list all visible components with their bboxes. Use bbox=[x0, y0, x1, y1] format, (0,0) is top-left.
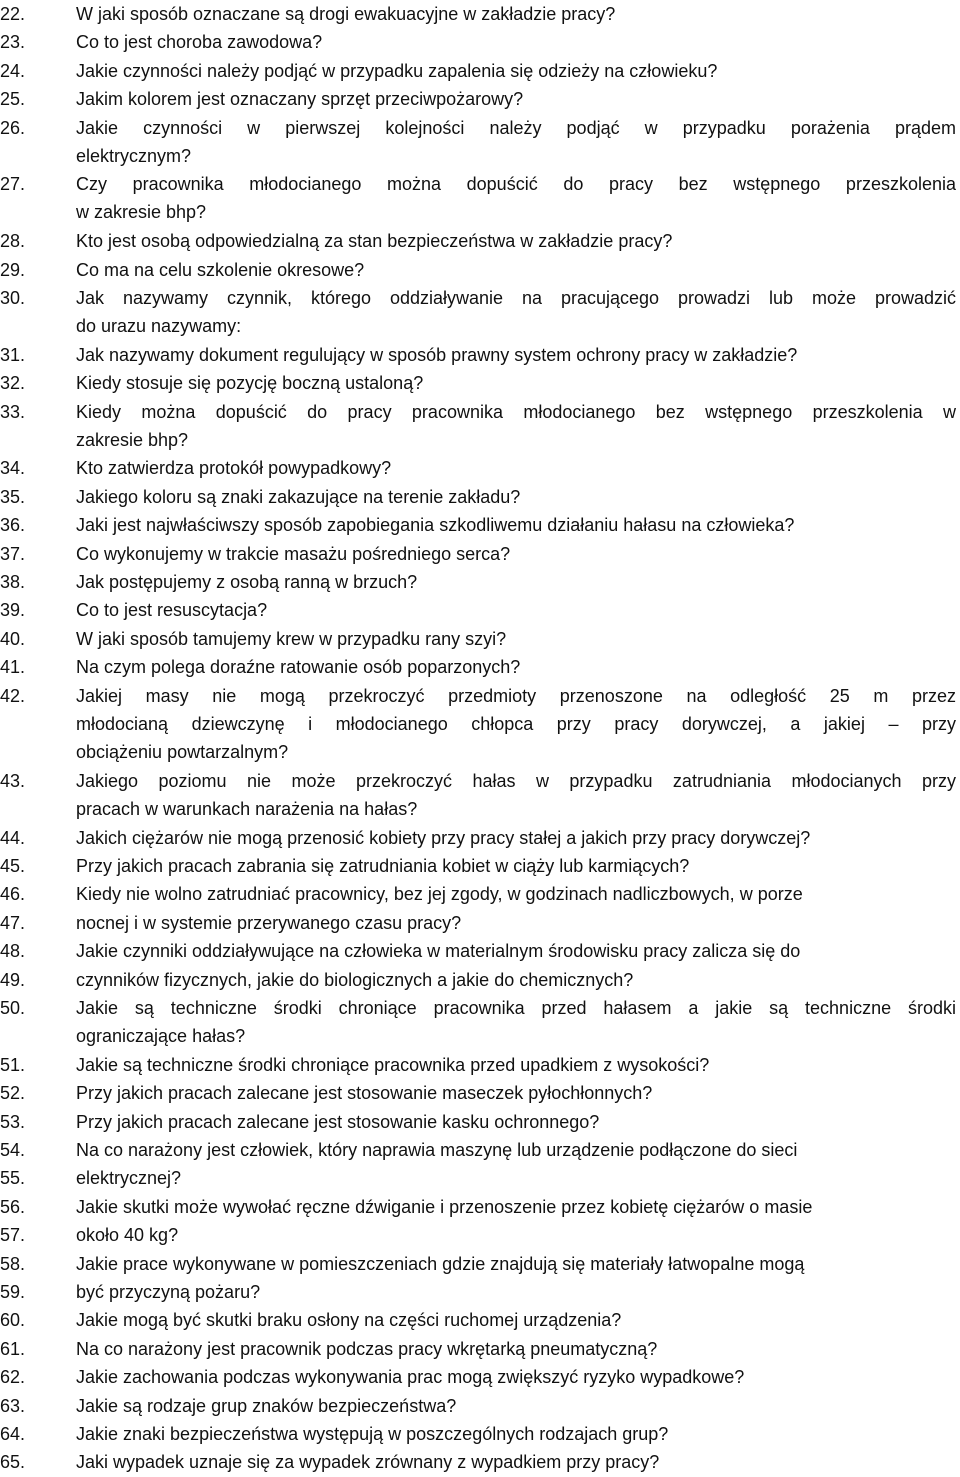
question-number: 47. bbox=[0, 912, 26, 933]
question-text-line: Przy jakich pracach zabrania się zatrudniania kobiet w ciąży lub karmiących? bbox=[76, 856, 690, 876]
question-text bbox=[76, 483, 956, 511]
question-item bbox=[0, 284, 960, 341]
question-text-line: Jak postępujemy z osobą ranną w brzuch? bbox=[76, 572, 418, 592]
question-text bbox=[76, 1306, 956, 1334]
question-number: 56. bbox=[0, 1196, 26, 1217]
question-text bbox=[76, 1420, 956, 1448]
question-item bbox=[0, 511, 960, 539]
question-item bbox=[0, 1448, 960, 1476]
question-text bbox=[76, 85, 956, 113]
question-text bbox=[76, 1051, 956, 1079]
question-item bbox=[0, 57, 960, 85]
question-text bbox=[76, 284, 956, 340]
question-text-line: Jakie czynności należy podjąć w przypadku zapalenia się odzieży na człowieku? bbox=[76, 60, 718, 81]
question-text bbox=[76, 966, 956, 994]
question-item bbox=[0, 653, 960, 681]
question-item bbox=[0, 1420, 960, 1448]
question-text-line: Jakie zachowania podczas wykonywania prac mogą zwiększyć ryzyko wypadkowe? bbox=[76, 1367, 745, 1388]
question-text-line: Czy pracownika młodocianego można dopuścić do pracy bez wstępnego przeszkolenia bbox=[76, 174, 956, 195]
question-item bbox=[0, 625, 960, 653]
question-item bbox=[0, 540, 960, 568]
question-number: 41. bbox=[0, 657, 26, 678]
question-text-line: Jakie znaki bezpieczeństwa występują w poszczególnych rodzajach grup? bbox=[76, 1424, 669, 1444]
question-item bbox=[0, 852, 960, 880]
question-text-line: Kiedy nie wolno zatrudniać pracownicy, bez jej zgody, w godzinach nadliczbowych, w porze bbox=[76, 884, 803, 905]
question-number: 63. bbox=[0, 1395, 26, 1416]
question-text bbox=[76, 909, 956, 937]
question-number: 60. bbox=[0, 1310, 26, 1331]
question-text-line: Przy jakich pracach zalecane jest stosowanie maseczek pyłochłonnych? bbox=[76, 1083, 653, 1104]
question-number: 26. bbox=[0, 117, 26, 138]
question-text-line: Co wykonujemy w trakcie masażu pośredniego serca? bbox=[76, 543, 511, 564]
question-text-line: elektrycznym? bbox=[76, 145, 192, 166]
question-item bbox=[0, 341, 960, 369]
question-text bbox=[76, 653, 956, 681]
question-text bbox=[76, 1193, 956, 1221]
question-number: 32. bbox=[0, 373, 26, 394]
question-text-line: Przy jakich pracach zalecane jest stosowanie kasku ochronnego? bbox=[76, 1111, 600, 1132]
question-text-line: Jakie prace wykonywane w pomieszczeniach gdzie znajdują się materiały łatwopalne mogą bbox=[76, 1253, 805, 1274]
question-text bbox=[76, 1278, 956, 1306]
question-number: 38. bbox=[0, 572, 26, 592]
question-text bbox=[76, 1392, 956, 1420]
question-text-line: Jaki jest najwłaściwszy sposób zapobiegania szkodliwemu działaniu hałasu na człowieka? bbox=[76, 515, 795, 536]
question-text-line: być przyczyną pożaru? bbox=[76, 1282, 261, 1302]
question-text-line: Jakim kolorem jest oznaczany sprzęt przeciwpożarowy? bbox=[76, 89, 524, 110]
question-item bbox=[0, 909, 960, 937]
question-text-line: Jakie mogą być skutki braku osłony na części ruchomej urządzenia? bbox=[76, 1310, 622, 1331]
question-text-line: zakresie bhp? bbox=[76, 429, 189, 450]
question-text bbox=[76, 369, 956, 397]
question-text-line: Kto zatwierdza protokół powypadkowy? bbox=[76, 458, 392, 479]
question-text-line: Jakie czynniki oddziaływujące na człowieka w materialnym środowisku pracy zalicza się do bbox=[76, 941, 801, 962]
question-text bbox=[76, 596, 956, 624]
question-text bbox=[76, 1136, 956, 1164]
question-item bbox=[0, 85, 960, 113]
question-number: 45. bbox=[0, 856, 26, 876]
question-text bbox=[76, 341, 956, 369]
question-number: 37. bbox=[0, 543, 26, 564]
question-number: 28. bbox=[0, 231, 26, 252]
question-item bbox=[0, 596, 960, 624]
question-text-line: Jakie skutki może wywołać ręczne dźwiganie i przenoszenie przez kobietę ciężarów o masie bbox=[76, 1196, 813, 1217]
question-item bbox=[0, 1306, 960, 1334]
question-number: 52. bbox=[0, 1083, 26, 1104]
question-item bbox=[0, 1250, 960, 1278]
question-text bbox=[76, 625, 956, 653]
question-item bbox=[0, 369, 960, 397]
question-number: 58. bbox=[0, 1253, 26, 1274]
question-number: 50. bbox=[0, 998, 26, 1018]
question-number: 33. bbox=[0, 401, 26, 422]
question-text-line: Jakiego poziomu nie może przekroczyć hałas w przypadku zatrudniania młodocianych przy bbox=[76, 770, 956, 791]
question-text-line: Jak nazywamy dokument regulujący w sposób prawny system ochrony pracy w zakładzie? bbox=[76, 344, 798, 365]
question-text bbox=[76, 852, 956, 880]
question-text-line: Jakich ciężarów nie mogą przenosić kobiety przy pracy stałej a jakich przy pracy dorywczej? bbox=[76, 827, 811, 848]
question-text bbox=[76, 1448, 956, 1476]
question-item bbox=[0, 1108, 960, 1136]
question-text-line: Kto jest osobą odpowiedzialną za stan bezpieczeństwa w zakładzie pracy? bbox=[76, 231, 673, 252]
question-item bbox=[0, 256, 960, 284]
question-item bbox=[0, 568, 960, 596]
question-item bbox=[0, 1392, 960, 1420]
question-number: 39. bbox=[0, 600, 26, 621]
question-number: 27. bbox=[0, 174, 26, 195]
question-text-line: Jakiej masy nie mogą przekroczyć przedmioty przenoszone na odległość 25 m przez bbox=[76, 685, 956, 706]
question-text-line: młodocianą dziewczynę i młodocianego chłopca przy pracy dorywczej, a jakiej – przy bbox=[76, 713, 956, 734]
question-text-line: Jaki wypadek uznaje się za wypadek zrównany z wypadkiem przy pracy? bbox=[76, 1452, 660, 1473]
question-number: 44. bbox=[0, 827, 26, 848]
question-text bbox=[76, 880, 956, 908]
question-number: 29. bbox=[0, 259, 26, 280]
question-text bbox=[76, 1250, 956, 1278]
question-number: 31. bbox=[0, 344, 26, 365]
question-text-line: Jakie są techniczne środki chroniące pracownika przed hałasem a jakie są techniczne środki bbox=[76, 998, 956, 1018]
question-text-line: Jakiego koloru są znaki zakazujące na terenie zakładu? bbox=[76, 486, 521, 507]
question-text bbox=[76, 994, 956, 1050]
question-item bbox=[0, 1079, 960, 1107]
question-text bbox=[76, 1363, 956, 1391]
question-number: 62. bbox=[0, 1367, 26, 1388]
question-number: 34. bbox=[0, 458, 26, 479]
question-number: 59. bbox=[0, 1282, 26, 1302]
question-number: 35. bbox=[0, 486, 26, 507]
question-number: 46. bbox=[0, 884, 26, 905]
question-text-line: Jakie czynności w pierwszej kolejności należy podjąć w przypadku porażenia prądem bbox=[76, 117, 956, 138]
question-text bbox=[76, 227, 956, 255]
question-text bbox=[76, 1108, 956, 1136]
question-item bbox=[0, 227, 960, 255]
question-text bbox=[76, 170, 956, 226]
question-item bbox=[0, 966, 960, 994]
question-item bbox=[0, 398, 960, 455]
question-number: 22. bbox=[0, 4, 26, 24]
question-item bbox=[0, 1164, 960, 1192]
question-item bbox=[0, 1278, 960, 1306]
question-text bbox=[76, 28, 956, 56]
question-item bbox=[0, 1221, 960, 1249]
question-text-line: ograniczające hałas? bbox=[76, 1026, 246, 1046]
question-text bbox=[76, 824, 956, 852]
question-number: 23. bbox=[0, 32, 26, 53]
question-text-line: Co to jest choroba zawodowa? bbox=[76, 32, 323, 53]
question-number: 42. bbox=[0, 685, 26, 706]
question-text bbox=[76, 568, 956, 596]
question-item bbox=[0, 994, 960, 1051]
question-item bbox=[0, 1193, 960, 1221]
question-number: 24. bbox=[0, 60, 26, 81]
question-number: 65. bbox=[0, 1452, 26, 1473]
question-text bbox=[76, 0, 956, 28]
question-number: 61. bbox=[0, 1338, 26, 1359]
question-text bbox=[76, 682, 956, 766]
question-text-line: około 40 kg? bbox=[76, 1225, 179, 1246]
question-text-line: w zakresie bhp? bbox=[76, 202, 207, 223]
question-number: 57. bbox=[0, 1225, 26, 1246]
question-item bbox=[0, 1335, 960, 1363]
question-text-line: elektrycznej? bbox=[76, 1168, 182, 1189]
question-text-line: Jak nazywamy czynnik, którego oddziaływanie na pracującego prowadzi lub może prowadzić bbox=[76, 288, 956, 308]
question-number: 51. bbox=[0, 1054, 26, 1075]
question-text bbox=[76, 454, 956, 482]
question-text bbox=[76, 256, 956, 284]
question-number: 43. bbox=[0, 770, 26, 791]
question-text bbox=[76, 1164, 956, 1192]
question-number: 54. bbox=[0, 1140, 26, 1160]
question-item bbox=[0, 682, 960, 767]
question-text bbox=[76, 1221, 956, 1249]
question-item bbox=[0, 937, 960, 965]
question-number: 48. bbox=[0, 941, 26, 962]
question-text bbox=[76, 1079, 956, 1107]
question-text-line: Co ma na celu szkolenie okresowe? bbox=[76, 259, 365, 280]
question-item bbox=[0, 880, 960, 908]
question-text-line: Kiedy stosuje się pozycję boczną ustaloną? bbox=[76, 373, 424, 394]
question-item bbox=[0, 483, 960, 511]
question-text-line: czynników fizycznych, jakie do biologicznych a jakie do chemicznych? bbox=[76, 969, 634, 990]
question-item bbox=[0, 1136, 960, 1164]
question-text-line: Jakie są rodzaje grup znaków bezpieczeństwa? bbox=[76, 1395, 457, 1416]
question-item bbox=[0, 824, 960, 852]
question-text bbox=[76, 540, 956, 568]
question-number: 55. bbox=[0, 1168, 26, 1189]
question-number: 25. bbox=[0, 89, 26, 110]
question-text-line: Co to jest resuscytacja? bbox=[76, 600, 268, 621]
question-number: 49. bbox=[0, 969, 26, 990]
question-text bbox=[76, 398, 956, 454]
question-text-line: Na czym polega doraźne ratowanie osób poparzonych? bbox=[76, 657, 521, 678]
question-text bbox=[76, 114, 956, 170]
question-number: 36. bbox=[0, 515, 26, 536]
question-text-line: nocnej i w systemie przerywanego czasu pracy? bbox=[76, 912, 462, 933]
question-item bbox=[0, 28, 960, 56]
question-number: 53. bbox=[0, 1111, 26, 1132]
question-text-line: Jakie są techniczne środki chroniące pracownika przed upadkiem z wysokości? bbox=[76, 1054, 710, 1075]
question-text-line: W jaki sposób tamujemy krew w przypadku rany szyi? bbox=[76, 628, 507, 649]
question-text-line: obciążeniu powtarzalnym? bbox=[76, 741, 289, 762]
question-item bbox=[0, 454, 960, 482]
question-text bbox=[76, 57, 956, 85]
question-text bbox=[76, 937, 956, 965]
question-number: 30. bbox=[0, 288, 26, 308]
question-text-line: pracach w warunkach narażenia na hałas? bbox=[76, 798, 418, 819]
question-text-line: do urazu nazywamy: bbox=[76, 316, 242, 336]
question-text-line: W jaki sposób oznaczane są drogi ewakuacyjne w zakładzie pracy? bbox=[76, 4, 616, 24]
question-number: 64. bbox=[0, 1424, 26, 1444]
question-text-line: Kiedy można dopuścić do pracy pracownika młodocianego bez wstępnego przeszkolenia w bbox=[76, 401, 956, 422]
question-item bbox=[0, 0, 960, 28]
question-item bbox=[0, 1051, 960, 1079]
question-item bbox=[0, 170, 960, 227]
question-item bbox=[0, 114, 960, 171]
question-text-line: Na co narażony jest człowiek, który naprawia maszynę lub urządzenie podłączone do sieci bbox=[76, 1140, 798, 1160]
question-number: 40. bbox=[0, 628, 26, 649]
question-item bbox=[0, 767, 960, 824]
question-text-line: Na co narażony jest pracownik podczas pracy wkrętarką pneumatyczną? bbox=[76, 1338, 658, 1359]
question-text bbox=[76, 767, 956, 823]
question-text bbox=[76, 1335, 956, 1363]
question-item bbox=[0, 1363, 960, 1391]
question-text bbox=[76, 511, 956, 539]
